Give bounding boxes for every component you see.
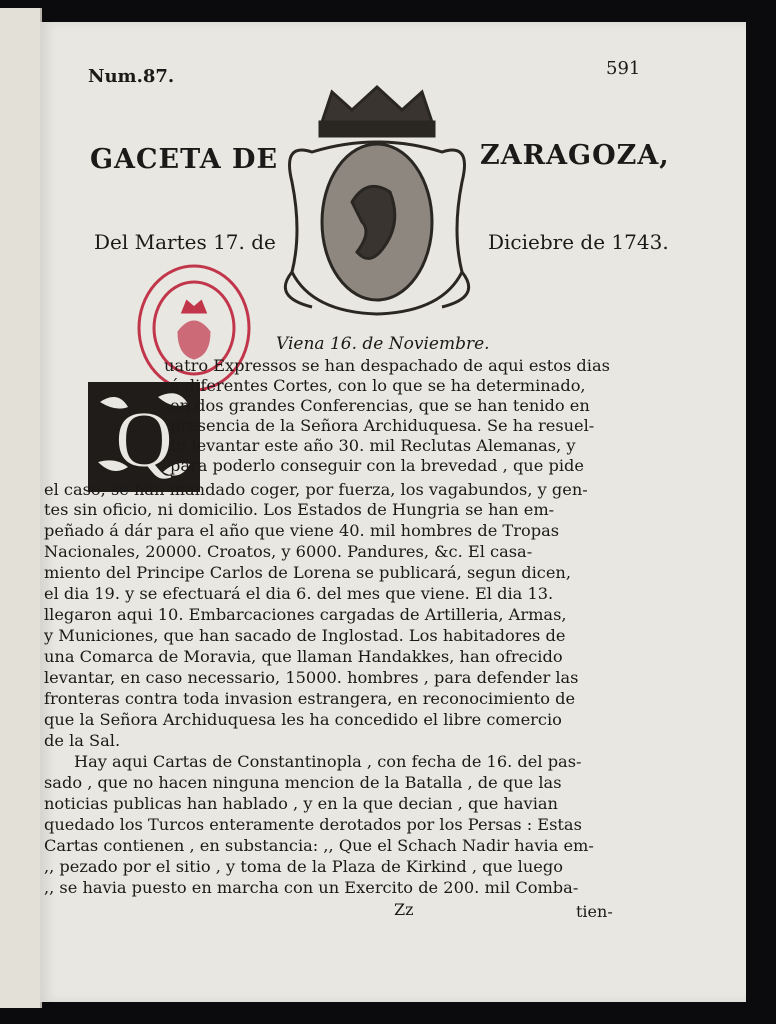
date-right: Diciebre de 1743. <box>488 230 669 254</box>
title-left: GACETA DE <box>90 144 279 175</box>
body-line: presencia de la Señora Archiduquesa. Se ha resuel- <box>170 416 595 435</box>
body-line: miento del Principe Carlos de Lorena se publicará, segun dicen, <box>44 563 571 582</box>
body-line: quedado los Turcos enteramente derotados por los Persas : Estas <box>44 815 582 834</box>
body-line: llegaron aqui 10. Embarcaciones cargadas de Artilleria, Armas, <box>44 605 567 624</box>
body-line: peñado á dár para el año que viene 40. mil hombres de Tropas <box>44 521 560 540</box>
body-line: levantar, en caso necessario, 15000. hombres , para defender las <box>44 668 579 687</box>
body-line: ,, pezado por el sitio , y toma de la Plaza de Kirkind , que luego <box>44 857 563 876</box>
body-line: para poderlo conseguir con la brevedad , que pide <box>170 456 584 475</box>
body-line: en dos grandes Conferencias, que se han tenido en <box>170 396 590 415</box>
body-line: noticias publicas han hablado , y en la que decian , que havian <box>44 794 558 813</box>
body-line: fronteras contra toda invasion estrangera, en reconocimiento de <box>44 689 576 708</box>
catchword: tien- <box>576 902 613 921</box>
body-line: sado , que no hacen ninguna mencion de la Batalla , de que las <box>44 773 562 792</box>
body-line: que la Señora Archiduquesa les ha concedido el libre comercio <box>44 710 562 729</box>
body-line: á diferentes Cortes, con lo que se ha determinado, <box>170 376 586 395</box>
coat-of-arms-icon <box>272 82 482 322</box>
body-line: el dia 19. y se efectuará el dia 6. del mes que viene. El dia 13. <box>44 584 554 603</box>
issue-number: Num.87. <box>88 66 175 87</box>
title-right: ZARAGOZA, <box>480 140 670 171</box>
date-left: Del Martes 17. de <box>94 230 276 254</box>
body-line: uatro Expressos se han despachado de aqui estos dias <box>164 356 610 375</box>
body-line: de la Sal. <box>44 731 121 750</box>
dateline: Viena 16. de Noviembre. <box>276 334 490 354</box>
body-line: Cartas contienen , en substancia: ,, Que el Schach Nadir havia em- <box>44 836 594 855</box>
newspaper-page <box>40 22 746 1002</box>
body-line: Nacionales, 20000. Croatos, y 6000. Pandures, &c. El casa- <box>44 542 533 561</box>
body-line: el caso, se han mandado coger, por fuerza, los vagabundos, y gen- <box>44 480 588 499</box>
body-line: una Comarca de Moravia, que llaman Handakkes, han ofrecido <box>44 647 563 666</box>
body-line: Hay aqui Cartas de Constantinopla , con fecha de 16. del pas- <box>74 752 582 771</box>
initial-letter: Q <box>115 396 173 484</box>
facing-page-edge <box>0 8 42 1008</box>
page-number: 591 <box>606 58 641 79</box>
body-line: y Municiones, que han sacado de Inglostad. Los habitadores de <box>44 626 566 645</box>
body-line: ,, se havia puesto en marcha con un Exercito de 200. mil Comba- <box>44 878 579 897</box>
signature-mark: Zz <box>394 900 414 919</box>
body-line: tes sin oficio, ni domicilio. Los Estados de Hungria se han em- <box>44 500 555 519</box>
body-line: to levantar este año 30. mil Reclutas Alemanas, y <box>170 436 576 455</box>
